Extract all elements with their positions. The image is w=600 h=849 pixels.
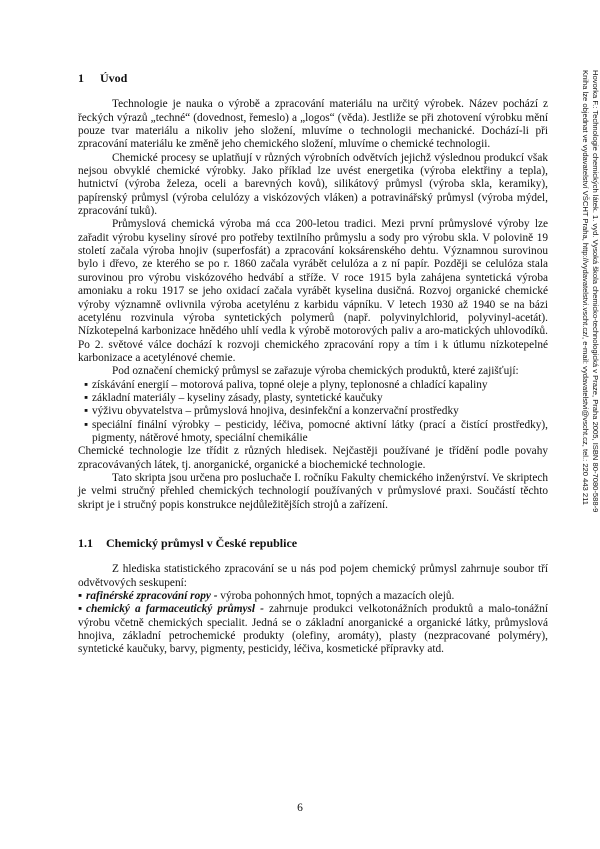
list-item: ▪ získávání energií – motorová paliva, topné oleje a plyny, teplonosné a chladící kapaliny xyxy=(84,378,488,391)
sectors-list xyxy=(78,590,548,657)
bullet-icon: ▪ xyxy=(84,391,89,404)
subsection-number: 1.1 xyxy=(78,536,93,550)
list-item xyxy=(78,590,548,603)
subsection-title: Chemický průmysl v České republice xyxy=(106,536,298,550)
bullet-icon: ▪ xyxy=(84,418,89,431)
section-title: Úvod xyxy=(100,71,128,85)
section-heading xyxy=(78,72,548,85)
margin-citation xyxy=(566,70,600,650)
page-content xyxy=(78,72,548,657)
list-item xyxy=(78,603,548,656)
list-item: ▪ speciální finální výrobky – pesticidy, léčiva, pomocné aktivní látky (prací a čistící prostředky), pigmenty, nátěrové hmoty, speciální chemikálie xyxy=(84,418,548,444)
list-item: ▪ výživu obyvatelstva – průmyslová hnojiva, desinfekční a konzervační prostředky xyxy=(84,405,459,418)
classification-paragraph: Chemické technologie lze třídit z různých hledisek. Nejčastěji používané je třídění podle povahy zpracovávaných látek, tj. anorganické, organické a biochemické technologie. xyxy=(78,445,548,471)
sector-text: zahrnuje produkci velkotonážních produktů a malo-tonážní výrobu včetně chemických specialit. Jedná se o základní anorganické a organické látky, průmyslová hnojiva, základní petrochemické produkty (olefiny, aromáty), plasty (nezpracované polyméry), syntetické kaučuky, barvy, pigmenty, pesticidy, léčiva, kosmetické přípravky atd. xyxy=(78,603,548,656)
bullet-icon: ▪ xyxy=(78,590,83,603)
products-list xyxy=(78,379,548,446)
sector-term: chemický a farmaceutický průmysl - xyxy=(86,603,264,616)
subsection-gap xyxy=(78,550,548,563)
bullet-icon: ▪ xyxy=(84,405,89,418)
history-paragraph: Průmyslová chemická výroba má cca 200-letou tradici. Mezi první průmyslové výroby lze zařadit výrobu kyseliny sírové pro potřeby textilního průmyslu a sody pro výrobu skla. V polovině 19 století začala výroba hnojiv (superfosfát) a zpracování koksárenského dehtu. Významnou surovinou bylo i dřevo, ze kterého se po r. 1860 začala vyrábět celulóza a z ní papír. Později se celulóza stala surovinou pro výrobu viskózového hedvábí a stříže. V roce 1915 byla zahájena syntetická výroba amoniaku a roku 1917 se jeho oxidací začala vyrábět kyselina dusičná. Rozvoj organické chemické výroby významně ovlivnila výroba acetylénu z karbidu vápníku. V letech 1930 až 1940 se na bázi acetylénu rozvinula výroba syntetických polymerů (např. polyvinylchlorid, polyvinyl-acetát). Nízkotepelná karbonizace hnědého uhlí vedla k výrobě motorových paliv a aro-matických uhlovodíků. Po 2. světové válce dochází k rozvoji chemického zpracování ropy a tím i k útlumu nízkotepelné karbonizace a acetylénové chemie. xyxy=(78,218,548,364)
list-item: ▪ základní materiály – kyseliny zásady, plasty, syntetické kaučuky xyxy=(84,391,383,404)
products-paragraph: Pod označení chemický průmysl se zařazuje výroba chemických produktů, které zajišťují: xyxy=(112,365,519,378)
subsection-heading xyxy=(78,537,548,550)
bullet-icon: ▪ xyxy=(78,603,83,616)
audience-paragraph: Tato skripta jsou určena pro posluchače I. ročníku Fakulty chemického inženýrství. Ve skriptech je velmi stručný přehled chemických technologií používaných v průmyslové praxi. Součástí těchto skript je i stručný popis konstrukce nejdůležitějších strojů a zařízení. xyxy=(78,471,548,511)
sector-term: rafinérské zpracování ropy - xyxy=(86,590,218,603)
order-info-line: Kniha lze objednat ve vydavatelství VŠCHT Praha, http://vydavatelstvi.vscht.cz/, e-mail: vydavatelstvi@vscht.cz, tel.: 220 443 211 xyxy=(581,70,591,505)
processes-paragraph: Chemické procesy se uplatňují v různých výrobních odvětvích jejichž výslednou produkcí však nejsou obvyklé chemické výrobky. Jako příklad lze uvést energetika (výroba elektřiny a tepla), hutnictví (výroba železa, oceli a barevných kovů), silikátový průmysl (výroba skla, keramiky), papírenský průmysl (výroba celulózy a viskózových vláken) a potravinářský průmysl (výroba mýdel, zpracování tuků). xyxy=(78,151,548,218)
sector-text: výroba pohonných hmot, topných a mazacích olejů. xyxy=(217,590,455,603)
subsection-intro: Z hlediska statistického zpracování se u nás pod pojem chemický průmysl zahrnuje soubor tří odvětvových seskupení: xyxy=(78,563,548,589)
page-number: 6 xyxy=(297,802,303,814)
citation-line: Hovorka F.: Technologie chemických látek. 1. vyd. Vysoká škola chemicko-technologická v Praze, Praha 2005, ISBN 80-7080-588-9 xyxy=(591,70,600,513)
intro-paragraph: Technologie je nauka o výrobě a zpracování materiálu na určitý výrobek. Název pochází z řeckých výrazů „techné“ (dovednost, řemeslo) a „logos“ (věda). Jestliže se při zhotovení výrobku mění pouze tvar materiálu a nikoliv jeho složení, mluvíme o technologii mechanické. Dochází-li při zpracování materiálu ke změně jeho chemického složení, mluvíme o chemické technologii. xyxy=(78,98,548,151)
section-gap xyxy=(78,512,548,537)
bullet-icon: ▪ xyxy=(84,378,89,391)
section-number: 1 xyxy=(78,71,84,85)
